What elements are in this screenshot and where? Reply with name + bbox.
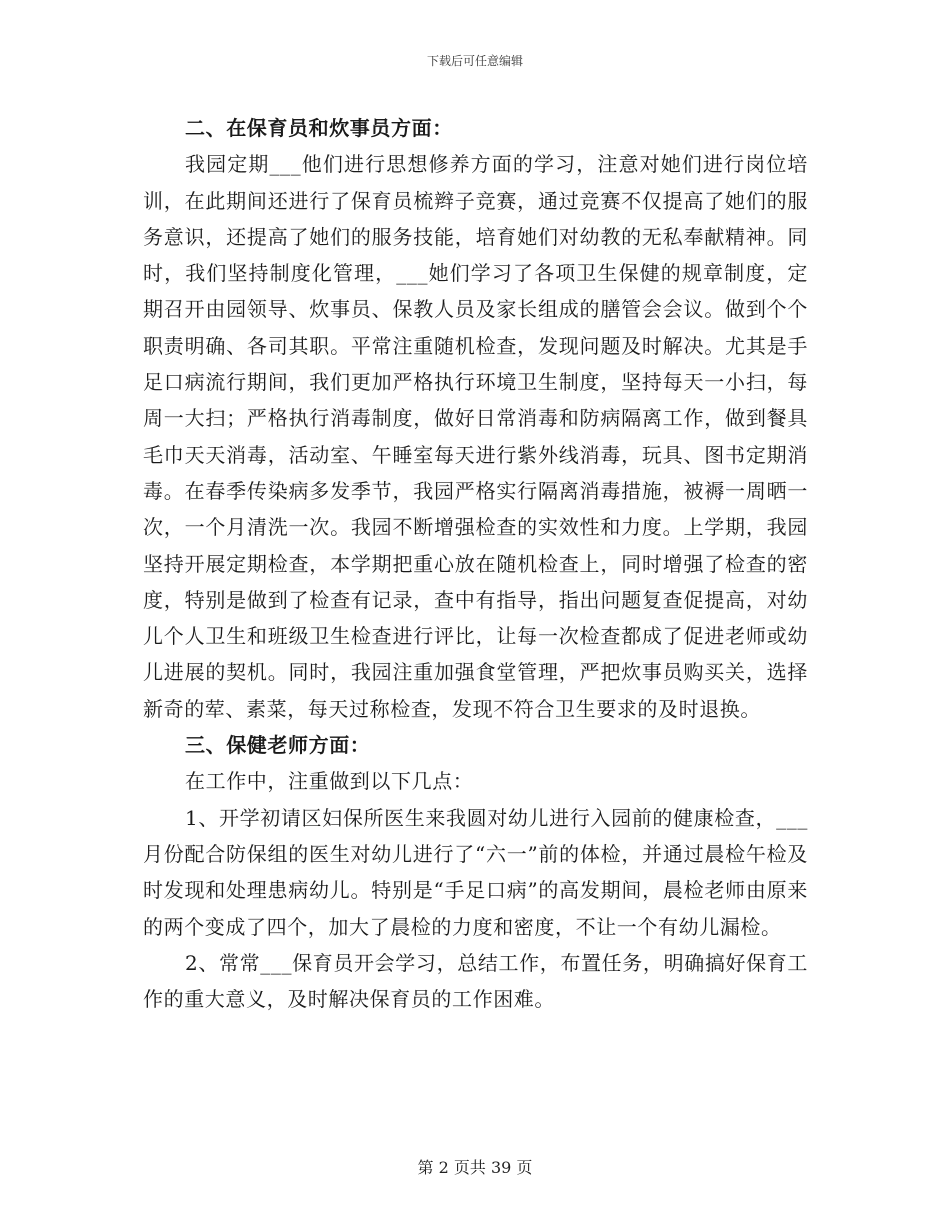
section-heading-health-teacher: 三、保健老师方面： [185, 733, 371, 758]
paragraph-caregivers: 我园定期___他们进行思想修养方面的学习，注意对她们进行岗位培训，在此期间还进行了保育员梳辫子竞赛，通过竞赛不仅提高了她们的服务意识，还提高了她们的服务技能，培育她们对幼教的无私奉献精神。同时，我们坚持制度化管理，___她们学习了各项卫生保健的规章制度，定期召开由园领导、炊事员、保教人员及家长组成的膳管会会议。做到个个职责明确、各司其职。平常注重随机检查，发现问题及时解决。尤其是手足口病流行期间，我们更加严格执行环境卫生制度，坚持每天一小扫，每周一大扫；严格执行消毒制度，做好日常消毒和防病隔离工作，做到餐具毛巾天天消毒，活动室、午睡室每天进行紫外线消毒，玩具、图书定期消毒。在春季传染病多发季节，我园严格实行隔离消毒措施，被褥一周晒一次，一个月清洗一次。我园不断增强检查的实效性和力度。上学期，我园坚持开展定期检查，本学期把重心放在随机检查上，同时增强了检查的密度，特别是做到了检查有记录，查中有指导，指出问题复查促提高，对幼儿个人卫生和班级卫生检查进行评比，让每一次检查都成了促进老师或幼儿进展的契机。同时，我园注重加强食堂管理，严把炊事员购买关，选择新奇的荤、素菜，每天过称检查，发现不符合卫生要求的及时退换。 [143, 152, 808, 721]
page-number: 第 2 页共 39 页 [417, 1158, 533, 1177]
paragraph-health-item-2: 2、常常___保育员开会学习，总结工作，布置任务，明确搞好保育工作的重大意义，及时解决保育员的工作困难。 [143, 950, 808, 1012]
document-body [143, 110, 808, 1017]
section-heading-caregivers: 二、在保育员和炊事员方面： [185, 116, 453, 140]
header-note: 下载后可任意编辑 [426, 54, 523, 68]
paragraph-health-item-1: 1、开学初请区妇保所医生来我圆对幼儿进行入园前的健康检查，___月份配合防保组的医生对幼儿进行了“六一”前的体检，并通过晨检午检及时发现和处理患病幼儿。特别是“手足口病”的高发期间，晨检老师由原来的两个变成了四个，加大了晨检的力度和密度，不让一个有幼儿漏检。 [143, 805, 808, 939]
paragraph-health-intro: 在工作中，注重做到以下几点： [185, 769, 474, 794]
